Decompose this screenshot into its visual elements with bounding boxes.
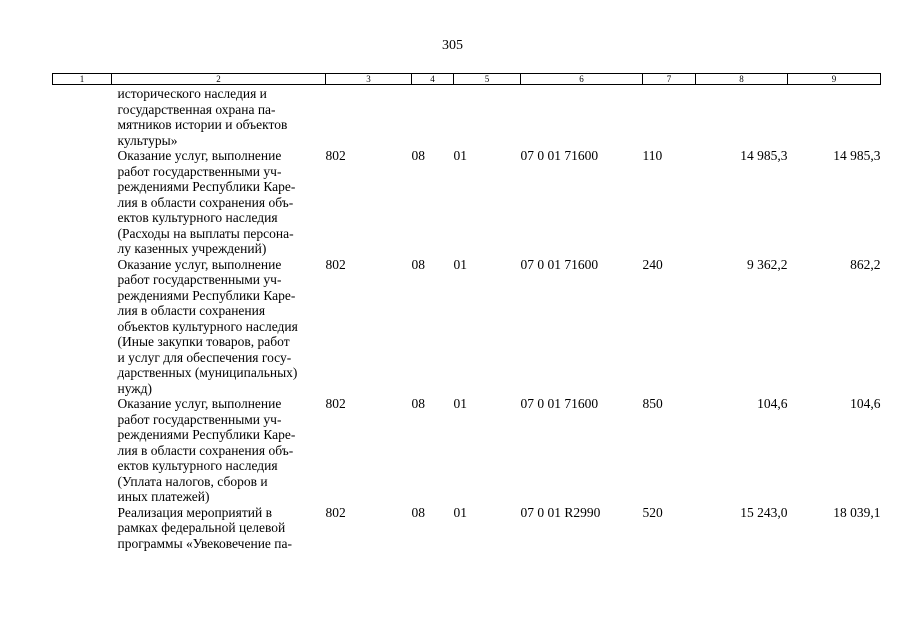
column-header: 1 <box>53 74 112 85</box>
column-header: 8 <box>696 74 788 85</box>
subsection-code-cell: 01 <box>453 504 467 520</box>
ministry-code-cell: 802 <box>325 396 346 411</box>
target-article-cell: 07 0 01 71600 <box>520 256 599 272</box>
expense-name-line: программы «Увековечение па- <box>117 535 292 551</box>
subsection-code-cell <box>454 85 521 149</box>
section-code-cell <box>412 85 454 149</box>
ministry-code-cell: 802 <box>325 256 346 272</box>
ministry-code-cell: 802 <box>325 504 346 520</box>
row-number-cell <box>53 505 112 552</box>
amount-year1-cell: 104,6 <box>757 396 788 411</box>
expense-name-cell <box>112 148 326 257</box>
row-number-cell <box>53 396 112 505</box>
amount-year2-cell: 18 039,1 <box>833 504 881 520</box>
amount-year1-cell: 14 985,3 <box>740 148 788 163</box>
expense-name-line: и услуг для обеспечения госу- <box>117 349 292 365</box>
expense-name-line: Оказание услуг, выполнение <box>117 396 282 411</box>
expense-name-line: нужд) <box>117 380 152 396</box>
amount-year2-cell: 14 985,3 <box>833 148 881 163</box>
ministry-code-cell: 802 <box>325 148 346 163</box>
expense-name-line: работ государственными уч- <box>117 272 282 287</box>
section-code-cell: 08 <box>411 504 425 520</box>
expense-name-line: лия в области сохранения <box>117 303 266 318</box>
row-number-cell <box>53 257 112 397</box>
expense-name-cell <box>112 505 326 552</box>
expense-name-line: исторического наследия и <box>117 86 267 101</box>
expense-name-line: ектов культурного наследия <box>117 458 278 473</box>
target-article-cell: 07 0 01 R2990 <box>520 504 601 520</box>
section-code-cell: 08 <box>411 256 425 272</box>
target-article-cell: 07 0 01 71600 <box>520 396 599 411</box>
table-row <box>53 148 881 257</box>
expense-name-line: иных платежей) <box>117 489 210 504</box>
section-code-cell: 08 <box>411 148 425 163</box>
table-row <box>53 505 881 552</box>
expense-type-cell: 240 <box>642 256 663 272</box>
column-header: 6 <box>521 74 643 85</box>
expense-name-line: государственная охрана па- <box>117 101 276 117</box>
row-number-cell <box>53 85 112 149</box>
table-row <box>53 257 881 397</box>
table-row <box>53 396 881 505</box>
column-number-row <box>53 74 881 85</box>
amount-year1-cell: 15 243,0 <box>740 504 788 520</box>
expense-type-cell: 850 <box>642 396 663 411</box>
page-number: 305 <box>442 38 463 53</box>
column-header: 4 <box>412 74 454 85</box>
budget-table <box>52 73 881 551</box>
expense-name-cell <box>112 257 326 397</box>
expense-name-line: (Иные закупки товаров, работ <box>117 334 290 349</box>
row-number-cell <box>53 148 112 257</box>
expense-name-line: работ государственными уч- <box>117 411 282 427</box>
amount-year2-cell <box>788 85 881 149</box>
expense-name-line: лу казенных учреждений) <box>117 241 267 256</box>
expense-name-line: культуры» <box>117 132 178 148</box>
expense-name-line: Реализация мероприятий в <box>117 504 272 520</box>
expense-name-line: Оказание услуг, выполнение <box>117 148 282 163</box>
expense-name-line: реждениями Республики Каре- <box>117 179 296 194</box>
column-header: 9 <box>788 74 881 85</box>
target-article-cell <box>521 85 643 149</box>
ministry-code-cell <box>326 85 412 149</box>
expense-name-line: реждениями Республики Каре- <box>117 427 296 442</box>
expense-name-line: дарственных (муниципальных) <box>117 365 298 380</box>
table-row <box>53 85 881 149</box>
column-header: 5 <box>454 74 521 85</box>
section-code-cell: 08 <box>411 396 425 411</box>
amount-year1-cell <box>696 85 788 149</box>
column-header: 7 <box>643 74 696 85</box>
expense-name-line: работ государственными уч- <box>117 163 282 179</box>
table-body <box>53 85 881 552</box>
amount-year2-cell: 104,6 <box>850 396 881 411</box>
expense-name-line: (Уплата налогов, сборов и <box>117 473 268 489</box>
expense-name-cell <box>112 396 326 505</box>
expense-name-line: ектов культурного наследия <box>117 210 278 225</box>
amount-year2-cell: 862,2 <box>850 256 881 272</box>
expense-name-line: объектов культурного наследия <box>117 318 298 334</box>
expense-name-line: лия в области сохранения объ- <box>117 194 294 210</box>
expense-name-line: (Расходы на выплаты персона- <box>117 225 294 241</box>
amount-year1-cell: 9 362,2 <box>747 256 788 272</box>
subsection-code-cell: 01 <box>453 148 467 163</box>
column-header: 2 <box>112 74 326 85</box>
expense-type-cell <box>643 85 696 149</box>
expense-name-line: Оказание услуг, выполнение <box>117 256 282 272</box>
expense-type-cell: 520 <box>642 504 663 520</box>
expense-name-line: лия в области сохранения объ- <box>117 442 294 458</box>
expense-name-line: реждениями Республики Каре- <box>117 287 296 303</box>
expense-type-cell: 110 <box>642 148 663 163</box>
subsection-code-cell: 01 <box>453 256 467 272</box>
target-article-cell: 07 0 01 71600 <box>520 148 599 163</box>
expense-name-line: рамках федеральной целевой <box>117 520 286 535</box>
expense-name-cell <box>112 85 326 149</box>
expense-name-line: мятников истории и объектов <box>117 117 288 132</box>
subsection-code-cell: 01 <box>453 396 467 411</box>
column-header: 3 <box>326 74 412 85</box>
